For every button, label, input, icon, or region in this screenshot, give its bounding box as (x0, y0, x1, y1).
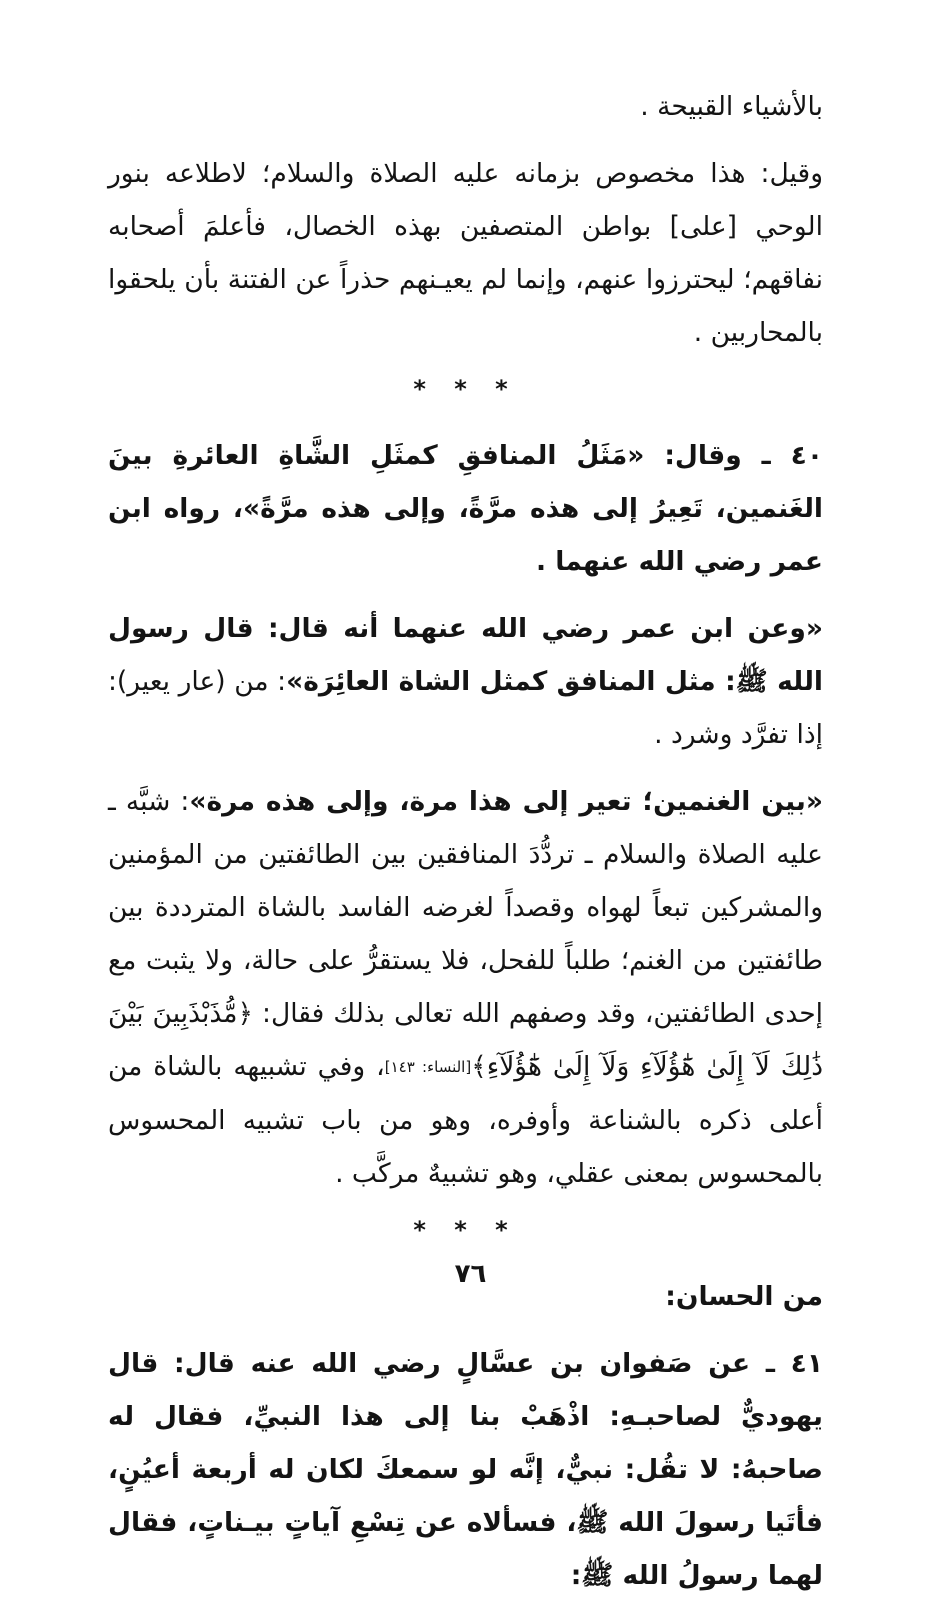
hadith-40: ٤٠ ـ وقال: «مَثَلُ المنافقِ كمثَلِ الشَّاةِ العائرةِ بينَ الغَنمين، تَعِيرُ إلى هذه مرَّةً، وإلى هذه مرَّةً»، رواه ابن عمر رضي الله عنهما . (108, 440, 823, 577)
paragraph-commentary-2 (108, 775, 823, 1200)
quoted-hadith-text: «بين الغنمين؛ تعير إلى هذا مرة، وإلى هذه مرة» (189, 786, 823, 817)
commentary-text: : من (عار يعير): إذا تفرَّد وشرد . (108, 666, 823, 750)
paragraph-2: وقيل: هذا مخصوص بزمانه عليه الصلاة والسلام؛ لاطلاعه بنور الوحي [على] بواطن المتصفين بهذه الخصال، فأعلمَ أصحابه نفاقهم؛ ليحترزوا عنهم، وإنما لم يعيـنهم حذراً عن الفتنة بأن يلحقوا بالمحاربين . (108, 158, 823, 348)
commentary-text: : شبَّه ـ عليه الصلاة والسلام ـ تردُّدَ المنافقين بين الطائفتين من المؤمنين والمشركين تبعاً لهواه وقصداً لغرضه الفاسد بالشاة المترددة بين طائفتين من الغنم؛ طلباً للفحل، فلا يستقرُّ على حالة، ولا يثبت مع إحدى الطائفتين، وقد وصفهم الله تعالى بذلك فقال: ﴿مُّذَبْذَبِينَ بَيْنَ ذَٰلِكَ لَآ إِلَىٰ هَٰٓؤُلَآءِ وَلَآ إِلَىٰ هَٰٓؤُلَآءِ﴾ (108, 786, 824, 1082)
spacer (108, 133, 823, 147)
quran-reference: [النساء: ١٤٣] (384, 1058, 472, 1076)
quoted-hadith-text: «وعن ابن عمر رضي الله عنهما أنه قال: قال رسول الله ﷺ: مثل المنافق كمثل الشاة العائِرَة» (108, 613, 823, 697)
section-heading: من الحسان: (665, 1281, 823, 1312)
section-separator: * * * (413, 375, 518, 403)
paragraph-commentary-1 (108, 602, 823, 761)
spacer (108, 1323, 823, 1337)
hadith-41: ٤١ ـ عن صَفوان بن عسَّالٍ رضي الله عنه قال: قال يهوديٌّ لصاحبـهِ: اذْهَبْ بنا إلى هذا النبيِّ، فقال له صاحبهُ: لا تقُل: نبيٌّ، إنَّه لو سمعكَ لكان له أربعة أعيُنٍ، فأتَيا رسولَ الله ﷺ، فسألاه عن تِسْعِ آياتٍ بيـناتٍ، فقال لهما رسولُ الله ﷺ: (108, 1348, 823, 1591)
paragraph-1: بالأشياء القبيحة . (640, 91, 823, 122)
spacer (108, 588, 823, 602)
section-separator: * * * (413, 1216, 518, 1244)
page-number: ٧٦ (454, 1259, 487, 1289)
commentary-text: ، وفي تشبيهه بالشاة من أعلى ذكره بالشناعة وأوفره، وهو من باب تشبيه المحسوس بالمحسوس بمعنى عقلي، وهو تشبيهٌ مركَّب . (108, 1051, 823, 1189)
spacer (108, 761, 823, 775)
